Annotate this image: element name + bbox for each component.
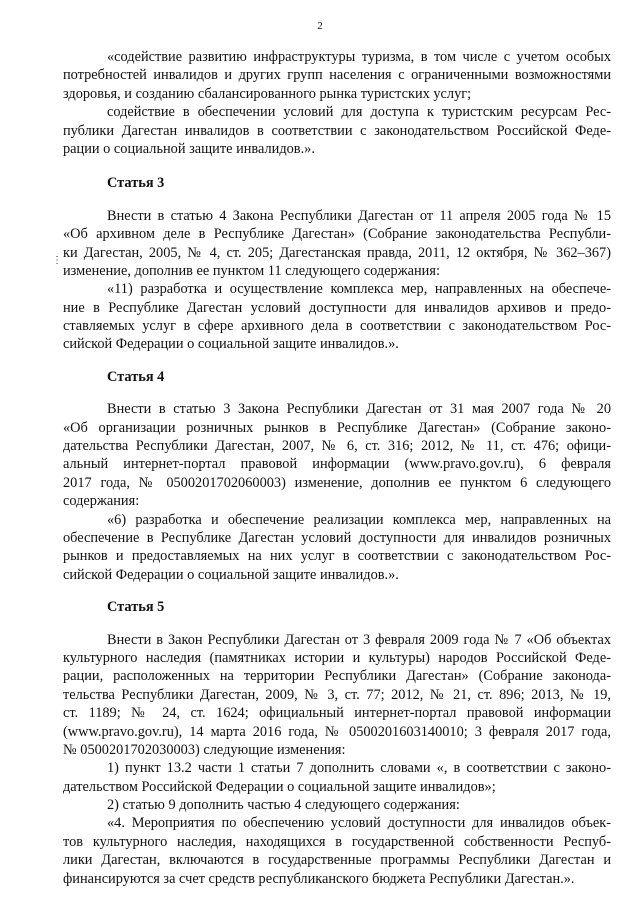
text-line: «11) разработка и осуществление комплекса мер, направленных на обеспече- xyxy=(107,281,611,298)
text-line: рынков и предоставляемых на них услуг в соответствии с законодательством Рос- xyxy=(63,548,611,565)
text-line: «Об организации розничных рынков в Республике Дагестан» (Собрание законо- xyxy=(63,419,611,436)
text-line: альный интернет-портал правовой информации (www.pravo.gov.ru), 6 февраля xyxy=(63,456,611,473)
article-heading: Статья 3 xyxy=(107,175,165,192)
text-line: здоровья, и созданию сбалансированного рынка туристских услуг; xyxy=(63,85,472,102)
margin-mark: ⋮ xyxy=(52,255,62,266)
text-line: дательством Российской Федерации о социальной защите инвалидов»; xyxy=(63,778,496,795)
text-line: Внести в Закон Республики Дагестан от 3 февраля 2009 года № 7 «Об объектах xyxy=(107,631,611,648)
text-line: «4. Мероприятия по обеспечению условий доступности для инвалидов объек- xyxy=(107,815,611,832)
text-line: 1) пункт 13.2 части 1 статьи 7 дополнить словами «, в соответствии с законо- xyxy=(107,760,611,777)
text-line: дательства Республики Дагестан, 2007, № 6, ст. 316; 2012, № 11, ст. 476; офици- xyxy=(63,438,611,455)
text-line: ст. 1189; № 24, ст. 1624; официальный интернет-портал правовой информации xyxy=(63,705,611,722)
text-line: изменение, дополнив ее пунктом 11 следующего содержания: xyxy=(63,262,440,279)
article-heading: Статья 4 xyxy=(107,368,165,385)
text-line: тельства Республики Дагестан, 2009, № 3, ст. 77; 2012, № 21, ст. 896; 2013, № 19, xyxy=(63,686,611,703)
text-line: рации, расположенных на территории Республики Дагестан» (Собрание законода- xyxy=(63,668,611,685)
text-line: ки Дагестан, 2005, № 4, ст. 205; Дагестанская правда, 2011, 12 октября, № 362–367) xyxy=(63,244,611,261)
text-line: культурного наследия (памятниках истории и культуры) народов Российской Феде- xyxy=(63,649,611,666)
text-line: обеспечение в Республике Дагестан условий доступности для инвалидов розничных xyxy=(63,529,611,546)
text-line: тов культурного наследия, находящихся в государственной собственности Респуб- xyxy=(63,833,611,850)
article-heading: Статья 5 xyxy=(107,599,165,616)
text-line: «Об архивном деле в Республике Дагестан» (Собрание законодательства Республи- xyxy=(63,226,611,243)
text-line: содержания: xyxy=(63,493,140,510)
text-line: № 0500201702030003) следующие изменения: xyxy=(63,741,346,758)
text-line: сийской Федерации о социальной защите инвалидов.». xyxy=(63,566,399,583)
text-line: рации о социальной защите инвалидов.». xyxy=(63,140,315,157)
text-line: 2017 года, № 0500201702060003) изменение, дополнив ее пунктом 6 следующего xyxy=(63,474,611,491)
text-line: ставляемых услуг в сфере архивного дела в соответствии с законодательством Рос- xyxy=(63,318,611,335)
text-line: Внести в статью 4 Закона Республики Дагестан от 11 апреля 2005 года № 15 xyxy=(107,207,611,224)
text-line: лики Дагестан, включаются в государственные программы Республики Дагестан и xyxy=(63,852,611,869)
text-line: Внести в статью 3 Закона Республики Дагестан от 31 мая 2007 года № 20 xyxy=(107,401,611,418)
text-line: финансируются за счет средств республиканского бюджета Республики Дагестан.». xyxy=(63,870,575,887)
text-line: потребностей инвалидов и других групп населения с ограниченными возможностями xyxy=(63,67,611,84)
text-line: «содействие развитию инфраструктуры туризма, в том числе с учетом особых xyxy=(107,49,611,65)
text-line: публики Дагестан инвалидов в соответствии с законодательством Российской Феде- xyxy=(63,122,611,139)
text-line: содействие в обеспечении условий для доступа к туристским ресурсам Рес- xyxy=(107,104,611,121)
text-line: ние в Республике Дагестан условий доступности для инвалидов архивов и предо- xyxy=(63,299,611,316)
text-line: сийской Федерации о социальной защите инвалидов.». xyxy=(63,336,399,353)
page-number: 2 xyxy=(317,20,323,32)
text-line: 2) статью 9 дополнить частью 4 следующего содержания: xyxy=(107,797,460,814)
document-body xyxy=(63,48,611,888)
text-line: (www.pravo.gov.ru), 14 марта 2016 года, № 0500201603140010; 3 февраля 2017 года, xyxy=(63,723,611,740)
text-line: «6) разработка и обеспечение реализации комплекса мер, направленных на xyxy=(107,511,611,528)
